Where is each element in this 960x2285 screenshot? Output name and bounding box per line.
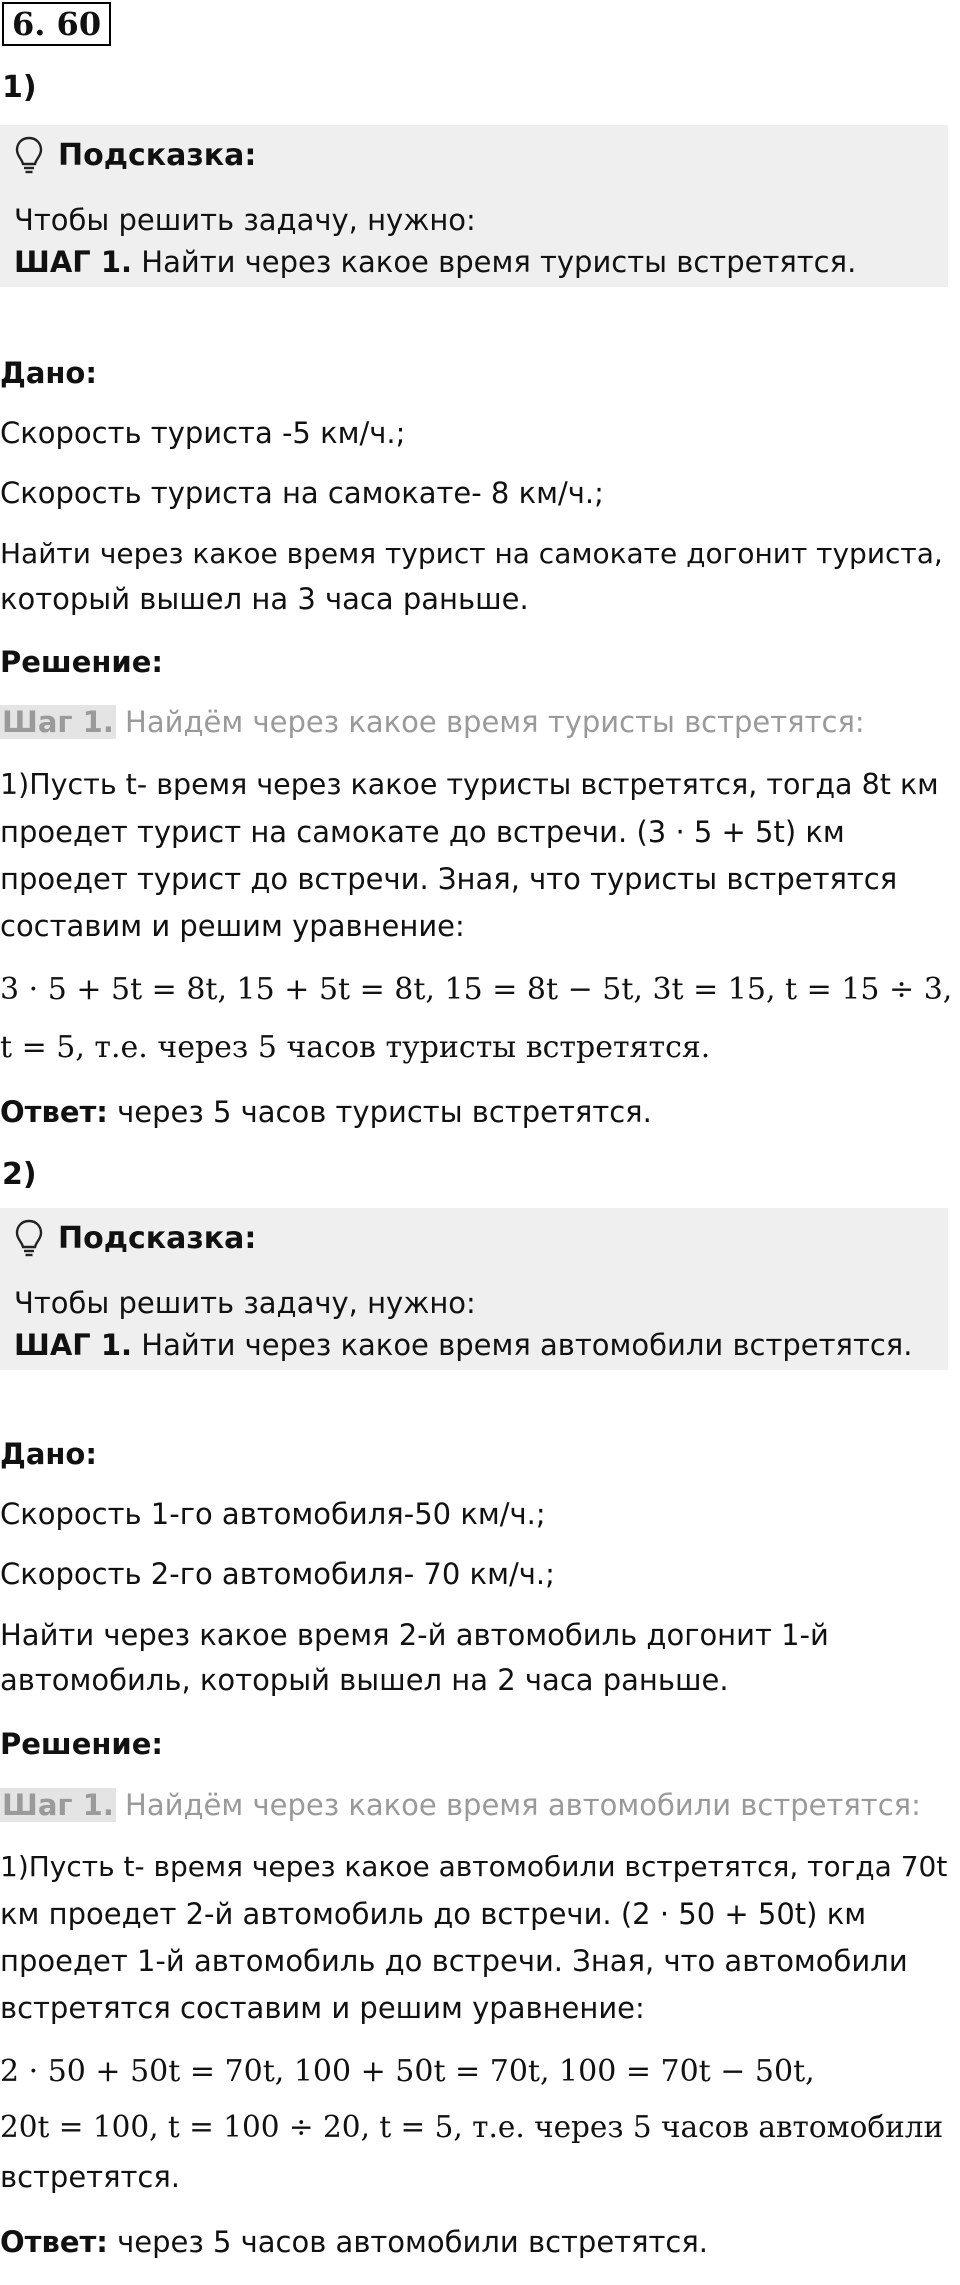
solution-line: составим и решим уравнение: [0,909,465,943]
given-line: Скорость 2-го автомобиля- 70 км/ч.; [0,1557,555,1591]
solution-title-2: Решение: [0,1727,164,1761]
given-title-1: Дано: [0,356,97,390]
part-label-1: 1) [2,70,37,105]
given-line: Найти через какое время турист на самокате догонит туриста, [0,537,943,570]
equation-line: 20t = 100, t = 100 ÷ 20, t = 5, т.е. через 5 часов автомобили [0,2110,944,2144]
given-line: который вышел на 3 часа раньше. [0,582,529,616]
equation-line: t = 5, т.е. через 5 часов туристы встретятся. [0,1030,711,1065]
solution-line: проедет 1-й автомобиль до встречи. Зная, что автомобили [0,1944,908,1978]
solution-line: встретятся составим и решим уравнение: [0,1991,645,2025]
hint-step-1: ШАГ 1. Найти через какое время туристы встретятся. [14,245,857,279]
solution-line: км проедет 2-й автомобиль до встречи. (2 · 50 + 50t) км [0,1897,867,1931]
step-heading-2: Шаг 1. Найдём через какое время автомобили встретятся: [2,1788,921,1822]
solution-line: проедет турист до встречи. Зная, что туристы встретятся [0,862,898,896]
step-heading-1: Шаг 1. Найдём через какое время туристы встретятся: [2,705,865,739]
solution-line: проедет турист на самокате до встречи. (3 · 5 + 5t) км [0,815,845,849]
equation-line: 2 · 50 + 50t = 70t, 100 + 50t = 70t, 100 = 70t − 50t, [0,2054,815,2089]
hint-box-2 [0,1208,948,1370]
given-line: Скорость 1-го автомобиля-50 км/ч.; [0,1497,546,1531]
hint-line-2: Чтобы решить задачу, нужно: [14,1286,476,1320]
given-line: Скорость туриста на самокате- 8 км/ч.; [0,476,604,510]
task-number: 6. 60 [2,2,111,46]
given-line: Скорость туриста -5 км/ч.; [0,416,406,450]
equation-line: 3 · 5 + 5t = 8t, 15 + 5t = 8t, 15 = 8t − 5t, 3t = 15, t = 15 ÷ 3, [0,972,953,1007]
part-label-2: 2) [2,1157,37,1192]
answer-2: Ответ: через 5 часов автомобили встретятся. [0,2225,709,2259]
lightbulb-icon [14,1218,44,1258]
solution-line: 1)Пусть t- время через какое туристы встретятся, тогда 8t км [0,768,939,801]
hint-line-1: Чтобы решить задачу, нужно: [14,203,476,237]
answer-1: Ответ: через 5 часов туристы встретятся. [0,1095,652,1129]
given-line: Найти через какое время 2-й автомобиль догонит 1-й [0,1618,829,1652]
solution-line: 1)Пусть t- время через какое автомобили встретятся, тогда 70t [0,1850,948,1883]
solution-title-1: Решение: [0,645,164,679]
hint-title-1: Подсказка: [14,135,256,175]
hint-step-2: ШАГ 1. Найти через какое время автомобили встретятся. [14,1328,913,1362]
given-line: автомобиль, который вышел на 2 часа раньше. [0,1663,729,1697]
hint-title-2: Подсказка: [14,1218,256,1258]
equation-line: встретятся. [0,2160,181,2194]
lightbulb-icon [14,135,44,175]
hint-box-1 [0,125,948,287]
given-title-2: Дано: [0,1437,97,1471]
